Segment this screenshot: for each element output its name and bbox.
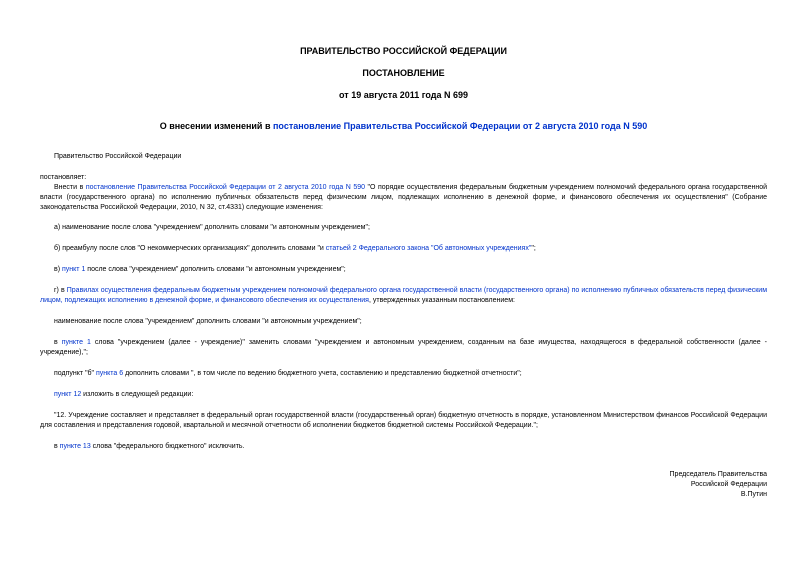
amend-link[interactable]: постановление Правительства Российской Федерации от 2 августа 2010 года N 590 [85, 184, 366, 191]
item-b-text-b: "; [531, 245, 536, 252]
signature-name: В.Путин [740, 491, 767, 498]
item-b-link[interactable]: статьей 2 Федерального закона "Об автономных учреждениях" [325, 245, 532, 252]
item-g-6 [40, 442, 767, 452]
doc-type-heading: ПОСТАНОВЛЕНИЕ [362, 68, 445, 78]
paragraph-resolves: постановляет: [40, 174, 87, 181]
document-title [40, 121, 767, 132]
item-g-6-link[interactable]: пункте 13 [59, 443, 91, 450]
item-b [40, 244, 767, 254]
government-heading: ПРАВИТЕЛЬСТВО РОССИЙСКОЙ ФЕДЕРАЦИИ [300, 46, 507, 56]
title-link[interactable]: постановление Правительства Российской Федерации от 2 августа 2010 года N 590 [273, 121, 648, 131]
item-a: а) наименование после слова "учреждением" дополнить словами "и автономным учреждением"; [54, 224, 370, 231]
item-g-text-a: г) в [54, 287, 67, 294]
paragraph-government: Правительство Российской Федерации [54, 153, 182, 160]
item-v-text-a: в) [54, 266, 62, 273]
item-g-link[interactable]: Правилах осуществления федеральным бюджетным учреждением полномочий федерального органа государственной власти (государственного органа) по исполнению публичных обязательств перед физическим лицом, подлежащих исполнению в денежной форме, и финансового обеспечения их осуществления [40, 287, 768, 304]
amend-text-b: "О порядке осуществления федеральным бюджетным учреждением полномочий федерального органа государственной власти (государственного органа) по исполнению публичных обязательств перед физическим лицом, подлежащих исполнению в денежной форме, и финансового обеспечения их осуществления" (Собрание законодательства Российской Федерации, 2010, N 32, ст.4331) следующие изменения: [40, 184, 768, 211]
date-heading: от 19 августа 2011 года N 699 [339, 90, 468, 100]
item-v-text-b: после слова "учреждением" дополнить словами "и автономным учреждением"; [85, 266, 346, 273]
item-g [40, 286, 767, 306]
signature-position: Председатель Правительства [669, 471, 767, 478]
item-v [40, 265, 767, 275]
signature-block [670, 470, 767, 500]
item-g-3 [40, 369, 767, 379]
item-g-3-link[interactable]: пункта 6 [96, 370, 124, 377]
item-g-1: наименование после слова "учреждением" дополнить словами "и автономным учреждением"; [54, 318, 362, 325]
item-v-link[interactable]: пункт 1 [62, 266, 86, 273]
item-g-4-link[interactable]: пункт 12 [54, 391, 82, 398]
item-b-text-a: б) преамбулу после слов "О некоммерческих организациях" дополнить словами "и [54, 245, 326, 252]
item-g-2-link[interactable]: пункте 1 [61, 339, 91, 346]
item-g-6-text-b: слова "федерального бюджетного" исключить. [90, 443, 245, 450]
signature-org: Российской Федерации [690, 481, 767, 488]
item-g-text-b: , утвержденных указанным постановлением: [368, 297, 515, 304]
item-g-6-text-a: в [54, 443, 60, 450]
amend-text-a: Внести в [54, 184, 86, 191]
title-prefix: О внесении изменений в [159, 121, 273, 131]
item-g-3-text-a: подпункт "б" [54, 370, 96, 377]
paragraph-amend [40, 183, 767, 213]
item-g-2-text-b: слова "учреждением (далее - учреждение)" заменить словами "учреждением и автономным учреждением, созданным на базе имущества, находящегося в федеральной собственности (далее - учреждение),"; [40, 339, 767, 356]
item-g-2 [40, 338, 767, 358]
item-g-2-text-a: в [54, 339, 62, 346]
item-g-4-text-b: изложить в следующей редакции: [81, 391, 194, 398]
item-g-3-text-b: дополнить словами ", в том числе по ведению бюджетного учета, составлению и представлению бюджетной отчетности"; [123, 370, 522, 377]
item-g-4 [40, 390, 767, 400]
item-g-5: "12. Учреждение составляет и представляет в федеральный орган государственной власти (государственный орган) бюджетную отчетность в порядке, установленном Министерством финансов Российской Федерации для составления и представления годовой, квартальной и месячной отчетности об исполнении бюджетов бюджетной системы Российской Федерации."; [40, 412, 767, 429]
